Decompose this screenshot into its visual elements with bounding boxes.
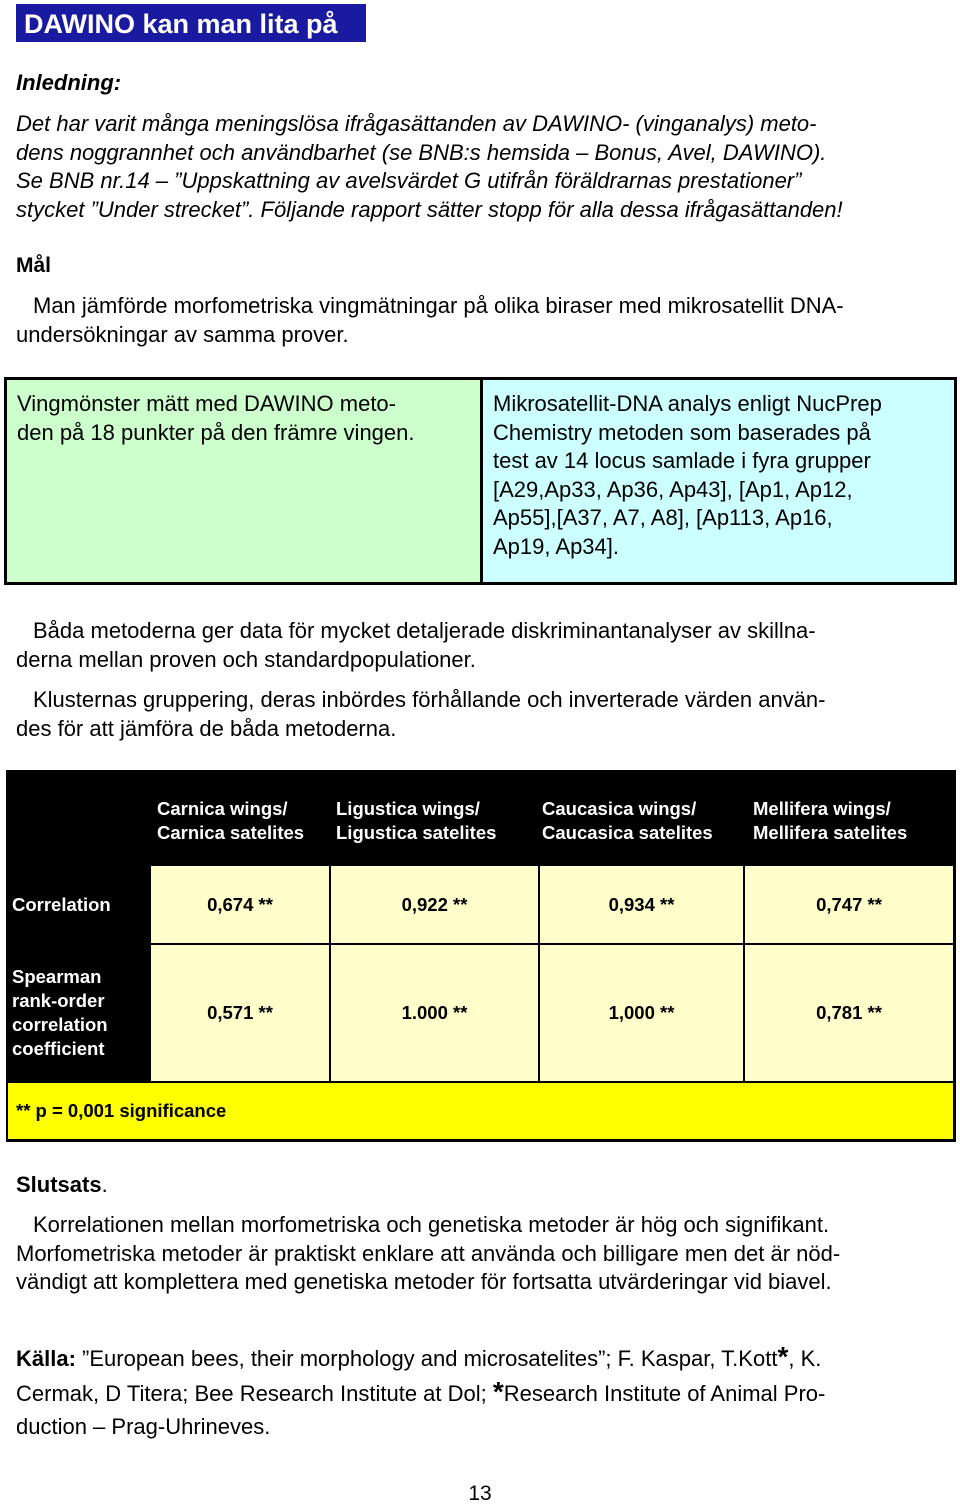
goal-line: undersökningar av samma prover.: [16, 321, 349, 347]
table-cell: 0,781 **: [745, 945, 953, 1081]
results-table: [6, 770, 956, 1142]
intro-line: stycket ”Under strecket”. Följande rapport sätter stopp för alla dessa ifrågasättanden!: [16, 196, 843, 222]
wing-method-line: Vingmönster mätt med DAWINO meto-: [17, 391, 396, 416]
table-cell: 0,571 **: [151, 945, 329, 1081]
wing-method-box: [7, 380, 483, 582]
goal-text: [16, 292, 946, 349]
source-citation: Källa: ”European bees, their morphology and microsatelites”; F. Kaspar, T.Kott*, K. Cermak, D Titera; Bee Research Institute at Dol; *Research Institute of Animal Pro- duction – Prag-Uhrineves.: [16, 1341, 826, 1439]
goal-heading: Mål: [16, 254, 52, 277]
table-row-label: Spearman rank-order correlation coefficient: [8, 945, 149, 1081]
intro-heading: Inledning:: [16, 70, 122, 95]
significance-footnote: ** p = 0,001 significance: [8, 1083, 953, 1139]
table-cell: 0,747 **: [745, 866, 953, 943]
page-title: DAWINO kan man lita på: [16, 4, 366, 42]
table-row-label: Correlation: [8, 866, 149, 943]
table-column-header: Caucasica wings/ Caucasica satelites: [538, 778, 746, 864]
methods-boxes: [4, 377, 957, 585]
intro-text: [16, 110, 946, 224]
intro-line: dens noggrannhet och användbarhet (se BNB:s hemsida – Bonus, Avel, DAWINO).: [16, 139, 827, 165]
wing-method-line: den på 18 punkter på den främre vingen.: [17, 419, 415, 445]
intro-line: Det har varit många meningslösa ifrågasättanden av DAWINO- (vinganalys) meto-: [16, 111, 817, 136]
dna-method-line: test av 14 locus samlade i fyra grupper: [493, 448, 871, 473]
table-cell: 0,922 **: [331, 866, 538, 943]
table-cell: 1,000 **: [540, 945, 743, 1081]
dna-method-line: Ap55],[A37, A7, A8], [Ap113, Ap16,: [493, 505, 833, 530]
intro-line: Se BNB nr.14 – ”Uppskattning av avelsvärdet G utifrån föräldrarnas prestationer”: [16, 168, 802, 193]
table-column-header: Ligustica wings/ Ligustica satelites: [332, 778, 535, 864]
table-column-header: Carnica wings/ Carnica satelites: [153, 778, 329, 864]
table-column-header: Mellifera wings/ Mellifera satelites: [749, 778, 952, 864]
conclusion-heading: Slutsats.: [16, 1172, 108, 1197]
dna-method-box: [483, 380, 954, 582]
analysis-paragraph-2: Klusternas gruppering, deras inbördes förhållande och inverterade värden använ- des för att jämföra de båda metoderna.: [16, 687, 826, 741]
table-corner: [12, 778, 151, 864]
dna-method-line: Mikrosatellit-DNA analys enligt NucPrep: [493, 391, 882, 416]
table-cell: 0,674 **: [151, 866, 329, 943]
table-cell: 1.000 **: [331, 945, 538, 1081]
conclusion-text: Korrelationen mellan morfometriska och genetiska metoder är hög och signifikant. Morfometriska metoder är praktiskt enklare att använda och billigare men det är nöd- vändigt att komplettera med genetiska metoder för fortsatta utvärderingar vid biavel.: [16, 1212, 841, 1294]
dna-method-line: [A29,Ap33, Ap36, Ap43], [Ap1, Ap12,: [493, 476, 853, 502]
dna-method-line: Ap19, Ap34].: [493, 533, 619, 559]
goal-line: Man jämförde morfometriska vingmätningar på olika biraser med mikrosatellit DNA-: [33, 293, 844, 318]
page-number: 13: [468, 1482, 492, 1505]
dna-method-line: Chemistry metoden som baserades på: [493, 419, 871, 445]
table-cell: 0,934 **: [540, 866, 743, 943]
analysis-paragraph-1: Båda metoderna ger data för mycket detaljerade diskriminantanalyser av skillna- derna mellan proven och standardpopulationer.: [16, 618, 816, 672]
